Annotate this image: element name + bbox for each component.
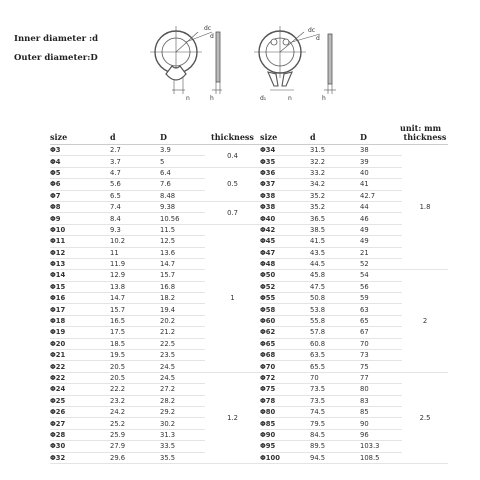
size-cell: Φ62	[260, 327, 310, 338]
d-cell: 4.7	[110, 167, 160, 178]
size-cell: Φ78	[260, 395, 310, 406]
size-cell: Φ38	[260, 190, 310, 201]
size-cell: Φ35	[260, 156, 310, 167]
size-cell: Φ65	[260, 338, 310, 349]
d-cell: 20.5	[110, 372, 160, 383]
size-cell: Φ16	[50, 293, 110, 304]
size-cell: Φ85	[260, 418, 310, 429]
d-cell: 2.7	[110, 145, 160, 156]
size-cell: Φ48	[260, 258, 310, 269]
d-cell: 29.6	[110, 452, 160, 463]
D-cell: 9.38	[160, 201, 205, 212]
d-cell: 14.7	[110, 293, 160, 304]
d-cell: 44.5	[310, 258, 360, 269]
size-cell: Φ75	[260, 384, 310, 395]
table-row	[50, 167, 448, 178]
D-cell: 59	[360, 293, 402, 304]
thickness-cell: 0.4	[205, 145, 260, 168]
D-cell: 24.5	[160, 372, 205, 383]
size-cell: Φ19	[50, 327, 110, 338]
label-dc: dc	[204, 25, 212, 32]
size-cell: Φ24	[50, 384, 110, 395]
table-body	[50, 145, 448, 464]
circlip-diagram-1	[150, 14, 240, 104]
table-row	[50, 145, 448, 156]
D-cell: 7.6	[160, 179, 205, 190]
circlip-diagram-2	[250, 14, 350, 104]
d-cell: 65.5	[310, 361, 360, 372]
header-size-left: size	[50, 130, 110, 145]
size-cell: Φ58	[260, 304, 310, 315]
header-D-left: D	[160, 130, 205, 145]
D-cell: 49	[360, 224, 402, 235]
d-cell: 38.5	[310, 224, 360, 235]
size-cell: Φ95	[260, 441, 310, 452]
size-cell: Φ36	[260, 167, 310, 178]
thickness-cell: 0.7	[205, 201, 260, 224]
d-cell: 84.5	[310, 429, 360, 440]
d-cell: 60.8	[310, 338, 360, 349]
D-cell: 19.4	[160, 304, 205, 315]
size-cell: Φ50	[260, 270, 310, 281]
d-cell: 6.5	[110, 190, 160, 201]
D-cell: 12.5	[160, 236, 205, 247]
D-cell: 90	[360, 418, 402, 429]
header-thickness-left: thickness	[205, 130, 260, 145]
thickness-cell: 1	[205, 224, 260, 372]
D-cell: 46	[360, 213, 402, 224]
D-cell: 38	[360, 145, 402, 156]
D-cell: 96	[360, 429, 402, 440]
size-cell: Φ21	[50, 350, 110, 361]
D-cell: 20.2	[160, 315, 205, 326]
D-cell: 27.2	[160, 384, 205, 395]
size-cell: Φ55	[260, 293, 310, 304]
D-cell: 10.56	[160, 213, 205, 224]
legend-outer-diameter: Outer diameter:D	[14, 53, 98, 63]
size-cell: Φ40	[260, 213, 310, 224]
D-cell: 56	[360, 281, 402, 292]
d-cell: 73.5	[310, 395, 360, 406]
D-cell: 8.48	[160, 190, 205, 201]
D-cell: 23.5	[160, 350, 205, 361]
thickness-cell: 1.8	[402, 145, 448, 270]
size-cell: Φ47	[260, 247, 310, 258]
D-cell: 52	[360, 258, 402, 269]
D-cell: 44	[360, 201, 402, 212]
d-cell: 11	[110, 247, 160, 258]
D-cell: 85	[360, 406, 402, 417]
d-cell: 45.8	[310, 270, 360, 281]
table-header-row	[50, 130, 448, 145]
D-cell: 29.2	[160, 406, 205, 417]
size-cell: Φ20	[50, 338, 110, 349]
d-cell: 7.4	[110, 201, 160, 212]
header-size-right: size	[260, 130, 310, 145]
D-cell: 35.5	[160, 452, 205, 463]
label-h-2: h	[322, 95, 326, 102]
D-cell: 49	[360, 236, 402, 247]
D-cell: 6.4	[160, 167, 205, 178]
size-cell: Φ9	[50, 213, 110, 224]
size-cell: Φ12	[50, 247, 110, 258]
d-cell: 89.5	[310, 441, 360, 452]
size-cell: Φ25	[50, 395, 110, 406]
D-cell: 14.7	[160, 258, 205, 269]
d-cell: 5.6	[110, 179, 160, 190]
d-cell: 35.2	[310, 201, 360, 212]
size-cell: Φ72	[260, 372, 310, 383]
d-cell: 43.5	[310, 247, 360, 258]
D-cell: 41	[360, 179, 402, 190]
d-cell: 47.5	[310, 281, 360, 292]
size-cell: Φ7	[50, 190, 110, 201]
d-cell: 36.5	[310, 213, 360, 224]
label-n-2: n	[288, 95, 292, 102]
D-cell: 3.9	[160, 145, 205, 156]
size-cell: Φ68	[260, 350, 310, 361]
D-cell: 11.5	[160, 224, 205, 235]
d-cell: 31.5	[310, 145, 360, 156]
label-h: h	[210, 95, 214, 102]
header-thickness-right: thickness	[402, 130, 448, 145]
size-cell: Φ4	[50, 156, 110, 167]
size-cell: Φ30	[50, 441, 110, 452]
circlip-size-table	[50, 130, 448, 464]
table-row	[50, 224, 448, 235]
D-cell: 40	[360, 167, 402, 178]
d-cell: 41.5	[310, 236, 360, 247]
D-cell: 103.3	[360, 441, 402, 452]
D-cell: 54	[360, 270, 402, 281]
d-cell: 73.5	[310, 384, 360, 395]
d-cell: 19.5	[110, 350, 160, 361]
size-cell: Φ100	[260, 452, 310, 463]
D-cell: 5	[160, 156, 205, 167]
D-cell: 18.2	[160, 293, 205, 304]
d-cell: 55.8	[310, 315, 360, 326]
D-cell: 83	[360, 395, 402, 406]
size-cell: Φ8	[50, 201, 110, 212]
D-cell: 28.2	[160, 395, 205, 406]
D-cell: 24.5	[160, 361, 205, 372]
D-cell: 70	[360, 338, 402, 349]
D-cell: 75	[360, 361, 402, 372]
size-cell: Φ10	[50, 224, 110, 235]
size-cell: Φ34	[260, 145, 310, 156]
D-cell: 21	[360, 247, 402, 258]
label-n: n	[186, 95, 190, 102]
thickness-cell: 2.5	[402, 372, 448, 463]
d-cell: 9.3	[110, 224, 160, 235]
size-cell: Φ5	[50, 167, 110, 178]
d-cell: 22.2	[110, 384, 160, 395]
D-cell: 33.5	[160, 441, 205, 452]
thickness-cell: 1.2	[205, 372, 260, 463]
d-cell: 33.2	[310, 167, 360, 178]
d-cell: 12.9	[110, 270, 160, 281]
d-cell: 57.8	[310, 327, 360, 338]
size-cell: Φ17	[50, 304, 110, 315]
D-cell: 16.8	[160, 281, 205, 292]
d-cell: 53.8	[310, 304, 360, 315]
D-cell: 65	[360, 315, 402, 326]
header-D-right: D	[360, 130, 402, 145]
unit-label: unit: mm	[400, 123, 442, 133]
header-d-left: d	[110, 130, 160, 145]
D-cell: 21.2	[160, 327, 205, 338]
size-cell: Φ38	[260, 201, 310, 212]
size-cell: Φ37	[260, 179, 310, 190]
d-cell: 74.5	[310, 406, 360, 417]
D-cell: 13.6	[160, 247, 205, 258]
size-cell: Φ6	[50, 179, 110, 190]
size-cell: Φ28	[50, 429, 110, 440]
label-dc-2: dc	[308, 27, 316, 34]
D-cell: 42.7	[360, 190, 402, 201]
legend-inner-diameter: Inner diameter :d	[14, 34, 99, 44]
size-cell: Φ60	[260, 315, 310, 326]
size-cell: Φ14	[50, 270, 110, 281]
D-cell: 67	[360, 327, 402, 338]
d-cell: 27.9	[110, 441, 160, 452]
d-cell: 10.2	[110, 236, 160, 247]
D-cell: 73	[360, 350, 402, 361]
d-cell: 25.2	[110, 418, 160, 429]
D-cell: 63	[360, 304, 402, 315]
size-cell: Φ52	[260, 281, 310, 292]
label-d1: d₁	[260, 95, 267, 102]
size-cell: Φ90	[260, 429, 310, 440]
size-cell: Φ22	[50, 372, 110, 383]
D-cell: 108.5	[360, 452, 402, 463]
d-cell: 11.9	[110, 258, 160, 269]
d-cell: 15.7	[110, 304, 160, 315]
d-cell: 17.5	[110, 327, 160, 338]
d-cell: 34.2	[310, 179, 360, 190]
d-cell: 23.2	[110, 395, 160, 406]
D-cell: 39	[360, 156, 402, 167]
d-cell: 3.7	[110, 156, 160, 167]
d-cell: 18.5	[110, 338, 160, 349]
size-cell: Φ3	[50, 145, 110, 156]
thickness-cell: 2	[402, 270, 448, 373]
D-cell: 22.5	[160, 338, 205, 349]
d-cell: 32.2	[310, 156, 360, 167]
D-cell: 80	[360, 384, 402, 395]
size-cell: Φ32	[50, 452, 110, 463]
d-cell: 35.2	[310, 190, 360, 201]
D-cell: 15.7	[160, 270, 205, 281]
d-cell: 50.8	[310, 293, 360, 304]
label-d-2: d	[316, 35, 320, 42]
d-cell: 13.8	[110, 281, 160, 292]
size-cell: Φ18	[50, 315, 110, 326]
D-cell: 77	[360, 372, 402, 383]
d-cell: 24.2	[110, 406, 160, 417]
size-cell: Φ80	[260, 406, 310, 417]
d-cell: 16.5	[110, 315, 160, 326]
table-row	[50, 201, 448, 212]
size-cell: Φ11	[50, 236, 110, 247]
size-cell: Φ15	[50, 281, 110, 292]
table-row	[50, 372, 448, 383]
d-cell: 25.9	[110, 429, 160, 440]
size-cell: Φ45	[260, 236, 310, 247]
d-cell: 63.5	[310, 350, 360, 361]
size-cell: Φ42	[260, 224, 310, 235]
d-cell: 94.5	[310, 452, 360, 463]
d-cell: 70	[310, 372, 360, 383]
d-cell: 20.5	[110, 361, 160, 372]
header-d-right: d	[310, 130, 360, 145]
thickness-cell: 0.5	[205, 167, 260, 201]
size-cell: Φ22	[50, 361, 110, 372]
size-cell: Φ26	[50, 406, 110, 417]
size-cell: Φ13	[50, 258, 110, 269]
D-cell: 30.2	[160, 418, 205, 429]
d-cell: 8.4	[110, 213, 160, 224]
size-cell: Φ27	[50, 418, 110, 429]
d-cell: 79.5	[310, 418, 360, 429]
label-d: d	[210, 33, 214, 40]
size-cell: Φ70	[260, 361, 310, 372]
D-cell: 31.3	[160, 429, 205, 440]
